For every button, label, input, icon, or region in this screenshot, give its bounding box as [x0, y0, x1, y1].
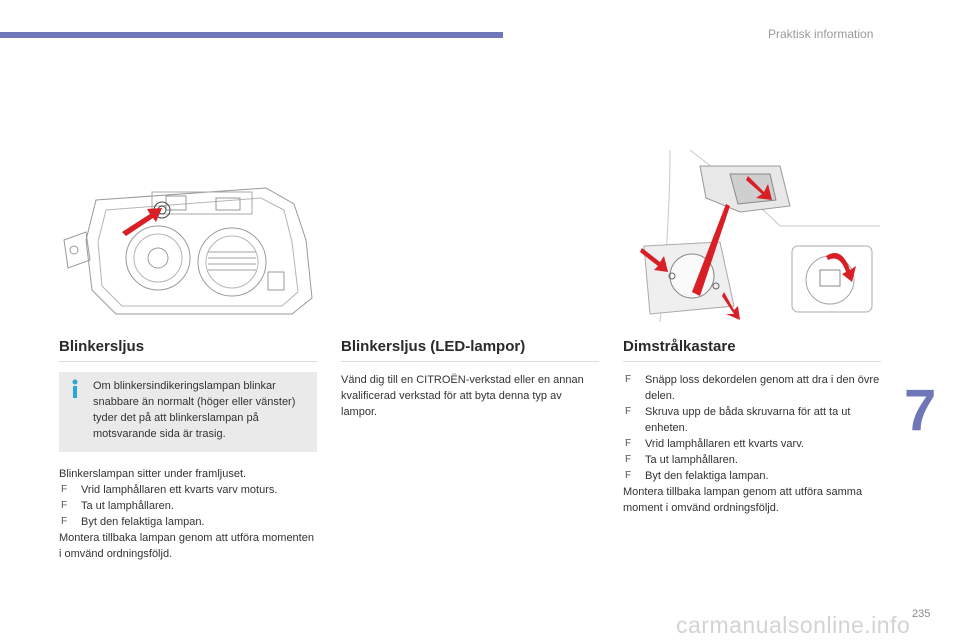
watermark: carmanualsonline.info	[676, 612, 911, 638]
bullet-icon: F	[61, 484, 68, 495]
led-body-text: Vänd dig till en CITROËN-verkstad eller en annan kvalificerad verkstad för att byta denna typ av lampor.	[341, 374, 584, 418]
column-blinkersljus	[59, 338, 317, 562]
info-box	[59, 372, 317, 452]
column-dimstralkastare	[623, 338, 881, 516]
foglamp-illustration	[630, 146, 880, 322]
list-item: F Byt den felaktiga lampan.	[61, 516, 205, 528]
bullet-icon: F	[625, 454, 632, 465]
intro-text: Blinkerslampan sitter under framljuset.	[59, 468, 247, 480]
bullet-icon: F	[61, 516, 68, 527]
heading-dimstralkastare: Dimstrålkastare	[623, 338, 881, 362]
steps-list	[59, 482, 317, 530]
info-icon	[68, 379, 82, 399]
column-led	[341, 338, 599, 420]
list-item: F Ta ut lamphållaren.	[625, 454, 738, 466]
top-accent-bar	[0, 32, 503, 38]
bullet-icon: F	[625, 438, 632, 449]
heading-blinkersljus: Blinkersljus	[59, 338, 317, 362]
bullet-icon: F	[625, 406, 632, 417]
heading-led: Blinkersljus (LED-lampor)	[341, 338, 599, 362]
headlamp-illustration	[56, 180, 318, 320]
info-text: Om blinkersindikeringslampan blinkar snabbare än normalt (höger eller vänster) tyder det på att blinkerslampan på motsvarande sida är trasig.	[93, 380, 296, 440]
chapter-number: 7	[904, 378, 937, 443]
bullet-icon: F	[625, 470, 632, 481]
list-item: F Vrid lamphållaren ett kvarts varv.	[625, 438, 804, 450]
list-item: F Skruva upp de båda skruvarna för att ta ut enheten.	[625, 406, 851, 434]
outro-text: Montera tillbaka lampan genom att utföra samma moment i omvänd ordningsföljd.	[623, 486, 863, 514]
list-item: F Ta ut lamphållaren.	[61, 500, 174, 512]
bullet-icon: F	[625, 374, 632, 385]
bullet-icon: F	[61, 500, 68, 511]
list-item: F Snäpp loss dekordelen genom att dra i den övre delen.	[625, 374, 880, 402]
section-label: Praktisk information	[768, 27, 874, 41]
steps-list	[623, 372, 881, 484]
pointer-arrow-icon	[116, 200, 176, 240]
page-number: 235	[912, 608, 931, 620]
outro-text: Montera tillbaka lampan genom att utföra momenten i omvänd ordningsföljd.	[59, 532, 314, 560]
fog-arrows-icon	[630, 146, 880, 322]
list-item: F Vrid lamphållaren ett kvarts varv moturs.	[61, 484, 278, 496]
list-item: F Byt den felaktiga lampan.	[625, 470, 769, 482]
